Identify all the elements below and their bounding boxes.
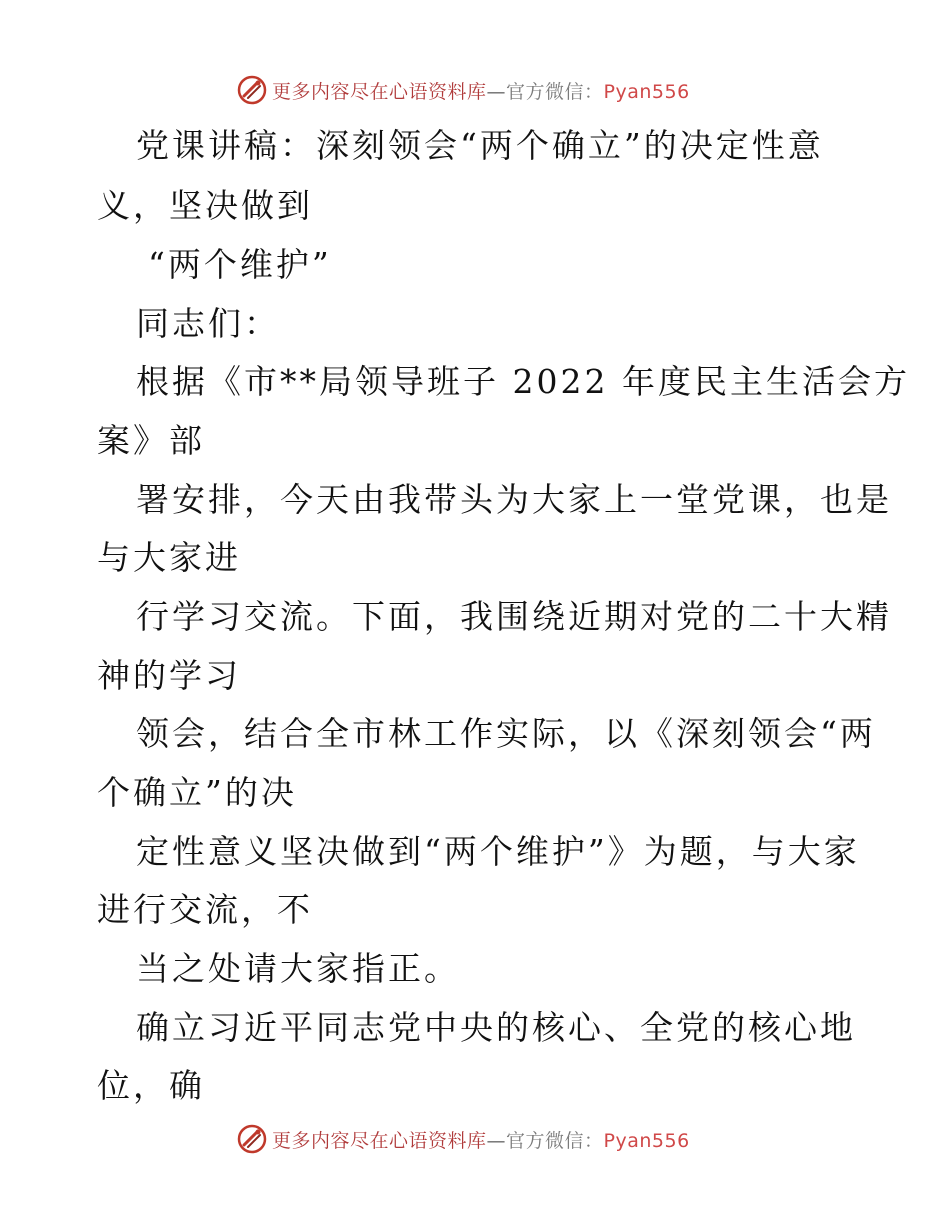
paragraph-line: 神的学习 <box>97 656 241 695</box>
watermark-wechat-id: Pyan556 <box>603 80 690 103</box>
paragraph-line: 案》部 <box>97 421 205 460</box>
paragraph-line: 定性意义坚决做到“两个维护”》为题，与大家 <box>136 832 860 871</box>
title-line-1: 党课讲稿：深刻领会“两个确立”的决定性意 <box>136 126 824 165</box>
paragraph-line: 行学习交流。下面，我围绕近期对党的二十大精 <box>136 597 892 636</box>
watermark-separator: — <box>486 80 507 103</box>
paragraph-line: 进行交流，不 <box>97 890 313 929</box>
watermark-separator: — <box>486 1129 507 1152</box>
watermark-wechat-id: Pyan556 <box>603 1129 690 1152</box>
paragraph-line: 位，确 <box>97 1066 205 1105</box>
title-line-2: 义，坚决做到 <box>97 186 313 225</box>
paragraph-line: 个确立”的决 <box>97 773 297 812</box>
paragraph-line: 当之处请大家指正。 <box>136 949 460 988</box>
salutation: 同志们： <box>136 304 280 343</box>
paragraph-line: 确立习近平同志党中央的核心、全党的核心地 <box>136 1008 856 1047</box>
paragraph-line: 领会，结合全市林工作实际，以《深刻领会“两 <box>136 714 876 753</box>
paragraph-line: 署安排，今天由我带头为大家上一堂党课，也是 <box>136 480 892 519</box>
watermark-wechat-label: 官方微信： <box>506 80 604 103</box>
watermark-brand: 更多内容尽在心语资料库 <box>272 80 487 103</box>
paragraph-line: 与大家进 <box>97 538 241 577</box>
brand-logo-icon <box>236 1123 268 1155</box>
paragraph-line: 根据《市**局领导班子 2022 年度民主生活会方 <box>136 362 910 401</box>
title-line-3: “两个维护” <box>148 245 332 284</box>
watermark-brand: 更多内容尽在心语资料库 <box>272 1129 487 1152</box>
footer-watermark <box>236 1122 690 1156</box>
watermark-wechat-label: 官方微信： <box>506 1129 604 1152</box>
watermark-text <box>272 1126 690 1153</box>
